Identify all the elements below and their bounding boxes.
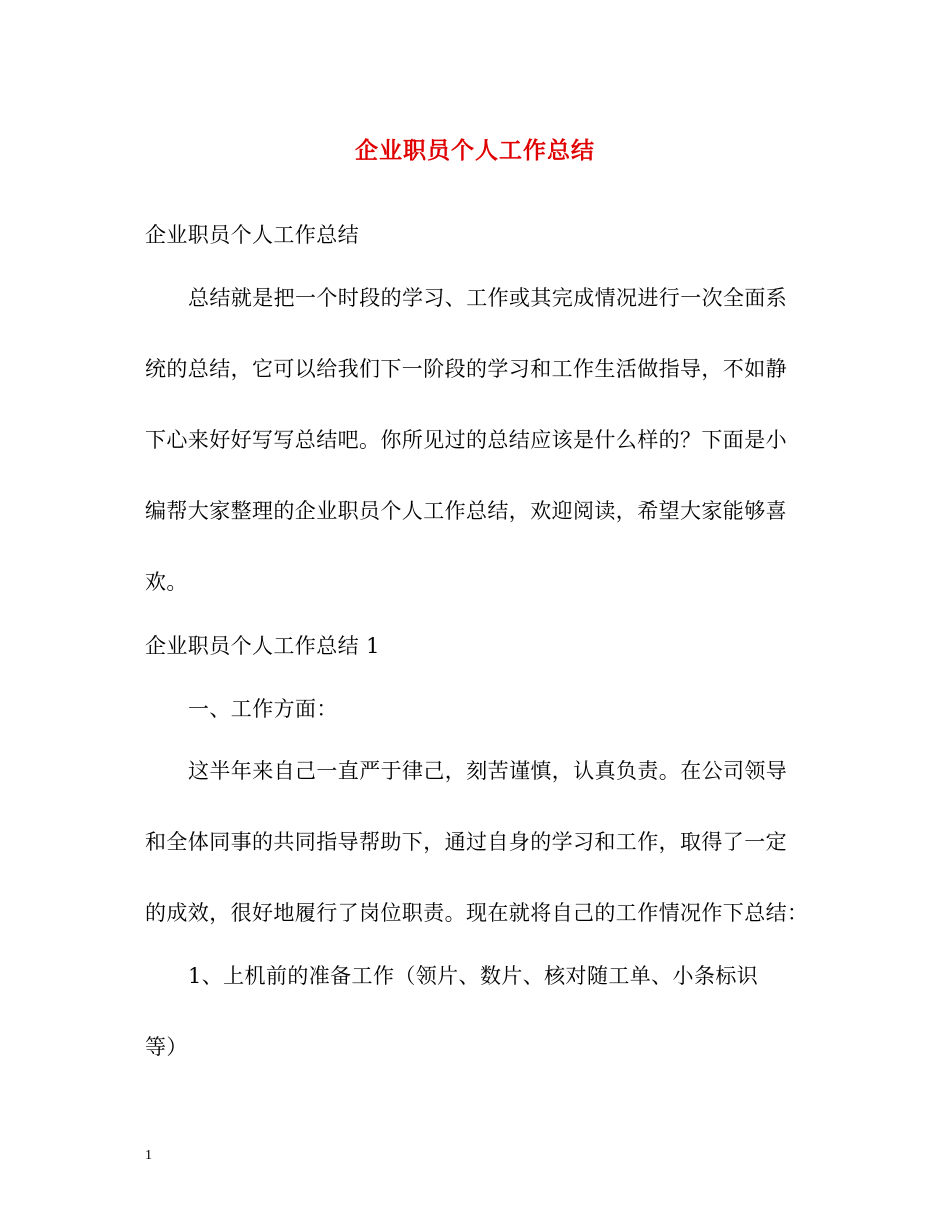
- intro-line-1: 总结就是把一个时段的学习、工作或其完成情况进行一次全面系: [188, 286, 788, 310]
- document-title: 企业职员个人工作总结: [355, 137, 595, 164]
- page-number: 1: [145, 1148, 152, 1163]
- body-line-3: 的成效，很好地履行了岗位职责。现在就将自己的工作情况作下总结：: [145, 901, 809, 925]
- subtitle: 企业职员个人工作总结: [145, 223, 359, 247]
- intro-line-4: 编帮大家整理的企业职员个人工作总结，欢迎阅读，希望大家能够喜: [145, 499, 787, 523]
- body-line-1: 这半年来自己一直严于律己，刻苦谨慎，认真负责。在公司领导: [188, 759, 788, 783]
- item-line-1: 1、上机前的准备工作（领片、数片、核对随工单、小条标识: [188, 964, 759, 988]
- section-heading: 企业职员个人工作总结 1: [145, 634, 380, 658]
- item-line-2: 等）: [145, 1035, 188, 1059]
- intro-line-5: 欢。: [145, 570, 188, 594]
- intro-line-3: 下心来好好写写总结吧。你所见过的总结应该是什么样的？下面是小: [145, 428, 787, 452]
- body-line-2: 和全体同事的共同指导帮助下，通过自身的学习和工作，取得了一定: [145, 830, 787, 854]
- subsection-heading: 一、工作方面：: [188, 697, 338, 721]
- intro-line-2: 统的总结，它可以给我们下一阶段的学习和工作生活做指导，不如静: [145, 357, 787, 381]
